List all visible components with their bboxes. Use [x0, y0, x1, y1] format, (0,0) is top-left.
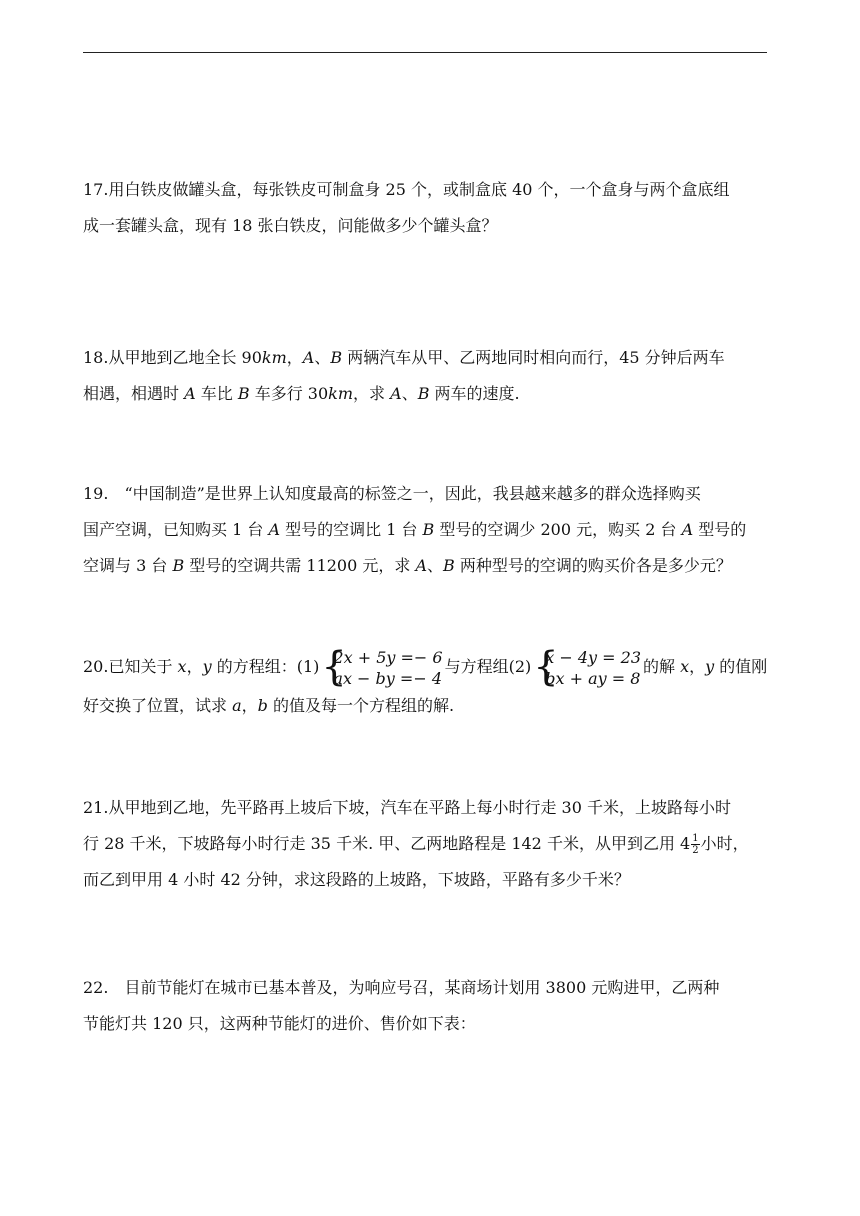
- problem-17-line-2: 成一套罐头盒，现有 18 张白铁皮，问能做多少个罐头盒？: [83, 216, 498, 235]
- problem-21-line-3: 而乙到甲用 4 小时 42 分钟，求这段路的上坡路，下坡路，平路有多少千米？: [83, 870, 630, 889]
- problem-17: [83, 172, 773, 244]
- problem-22-line-1: 22. 目前节能灯在城市已基本普及，为响应号召，某商场计划用 3800 元购进甲，乙两种: [83, 978, 720, 997]
- problem-18-line-1: 18.从甲地到乙地全长 90km，A、B 两辆汽车从甲、乙两地同时相向而行，45 分钟后两车: [83, 348, 725, 367]
- problem-22: [83, 970, 773, 1042]
- equation-system-1: { 2x + 5y =− 6 ax − by =− 4: [321, 643, 443, 690]
- fraction-one-half: $\frac{1}{2}$: [692, 833, 699, 856]
- problem-19-line-2: 国产空调，已知购买 1 台 A 型号的空调比 1 台 B 型号的空调少 200 元，购买 2 台 A 型号的: [83, 520, 747, 539]
- problem-21: [83, 790, 773, 898]
- problem-20-line-1: 20.已知关于 x，y 的方程组：(1) { 2x + 5y =− 6 ax − by =− 4 与方程组(2) { x − 4y = 23 bx + ay = 8 的解 x，y 的值刚: [83, 643, 768, 690]
- equation-system-2: { x − 4y = 23 bx + ay = 8: [533, 643, 642, 690]
- problem-17-line-1: 17.用白铁皮做罐头盒，每张铁皮可制盒身 25 个，或制盒底 40 个，一个盒身与两个盒底组: [83, 180, 730, 199]
- problem-19: [83, 476, 773, 584]
- problem-21-line-1: 21.从甲地到乙地，先平路再上坡后下坡，汽车在平路上每小时行走 30 千米，上坡路每小时: [83, 798, 731, 817]
- problem-18-line-2: 相遇，相遇时 A 车比 B 车多行 30km，求 A、B 两车的速度.: [83, 384, 520, 403]
- problem-22-line-2: 节能灯共 120 只，这两种节能灯的进价、售价如下表：: [83, 1014, 476, 1033]
- problem-18: [83, 340, 773, 412]
- problem-19-line-1: 19. “中国制造”是世界上认知度最高的标签之一，因此，我县越来越多的群众选择购买: [83, 484, 701, 503]
- problem-20-line-2: 好交换了位置，试求 a，b 的值及每一个方程组的解.: [83, 696, 455, 715]
- header-rule: [83, 52, 767, 53]
- problem-19-line-3: 空调与 3 台 B 型号的空调共需 11200 元，求 A、B 两种型号的空调的购买价各是多少元？: [83, 556, 732, 575]
- problem-21-line-2: 行 28 千米，下坡路每小时行走 35 千米. 甲、乙两地路程是 142 千米，从甲到乙用 4 $\frac{1}{2}$ 小时，: [83, 833, 749, 856]
- problem-20: [83, 644, 773, 722]
